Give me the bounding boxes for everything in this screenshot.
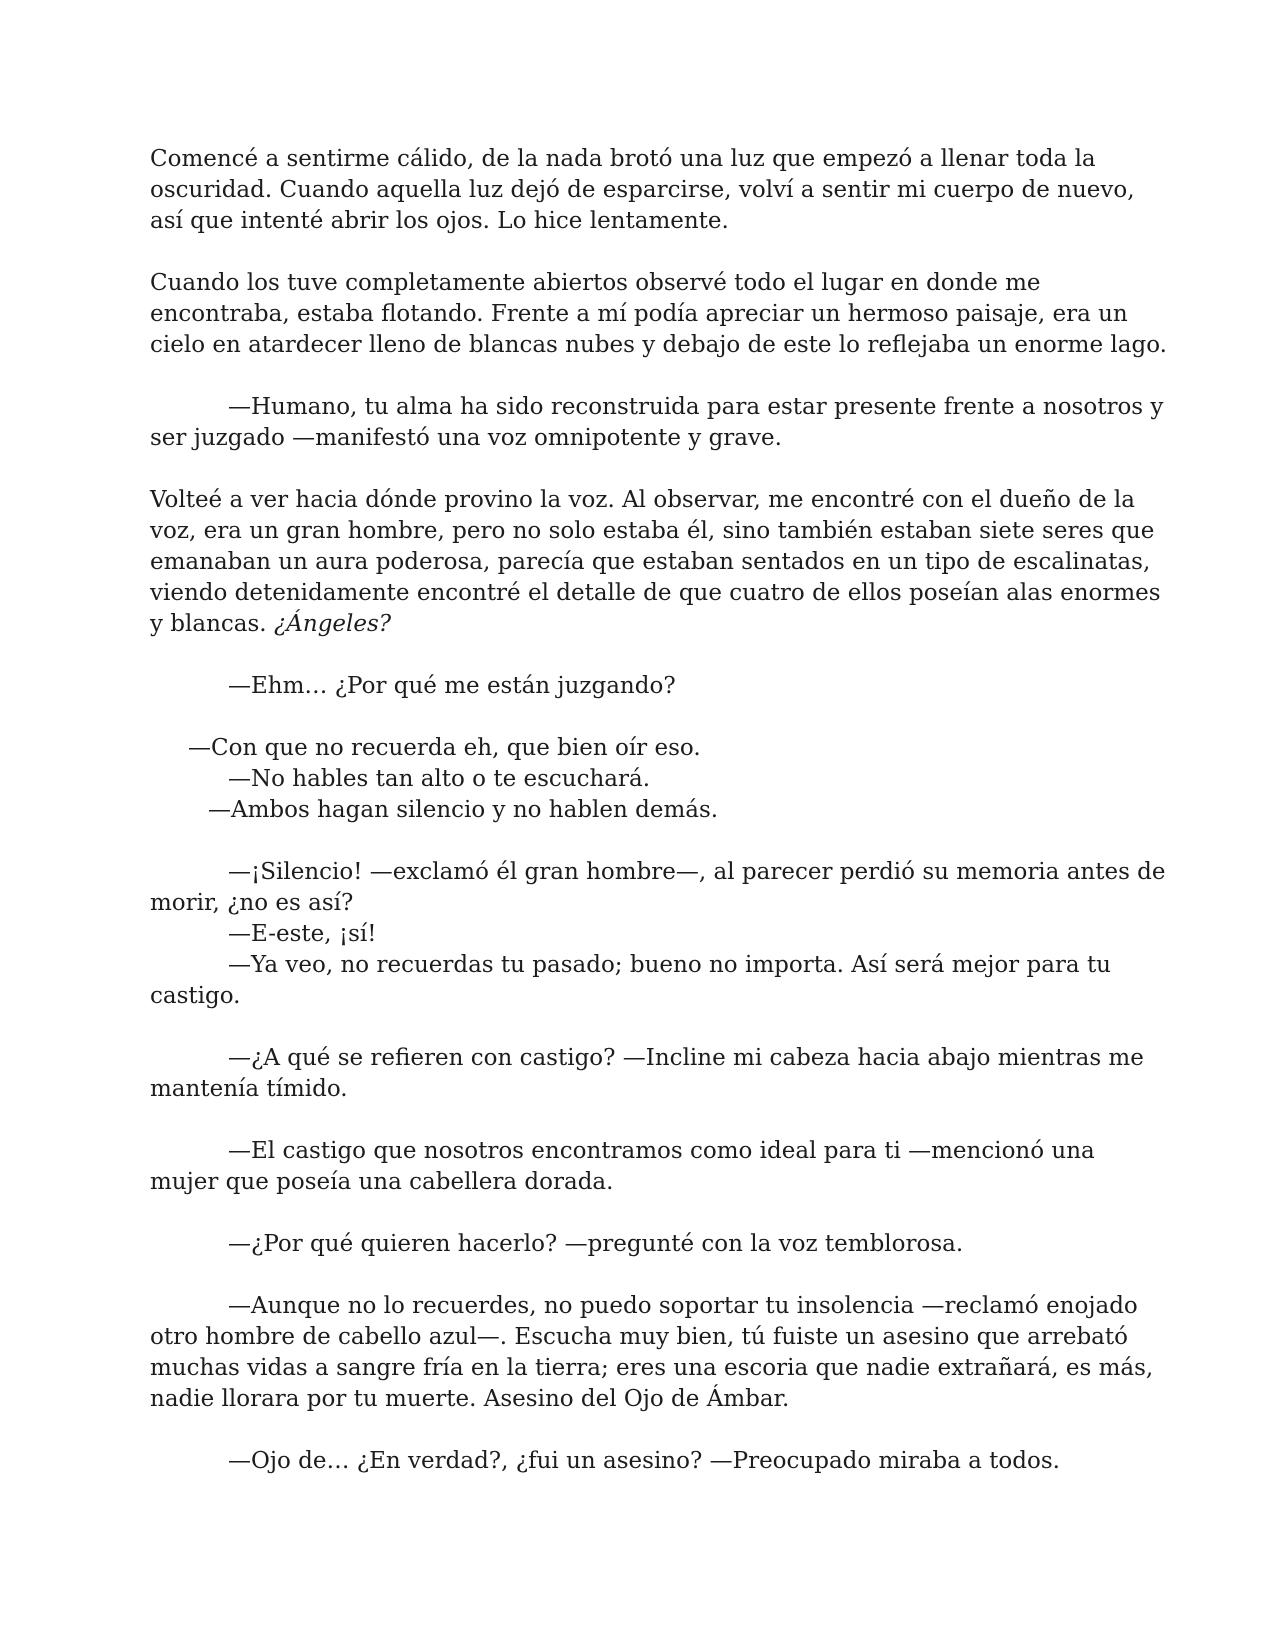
text-line xyxy=(150,609,1125,640)
italic-text: ¿Ángeles? xyxy=(273,611,392,637)
text-line: mujer que poseía una cabellera dorada. xyxy=(150,1169,614,1195)
paragraph-2 xyxy=(150,268,1167,361)
text-line: —El castigo que nosotros encontramos como ideal para ti —mencionó una xyxy=(228,1138,1095,1164)
dialogue-paragraph xyxy=(150,795,1125,826)
text-line: —¡Silencio! —exclamó él gran hombre—, al parecer perdió su memoria antes de xyxy=(228,859,1166,885)
dialogue-paragraph xyxy=(150,1291,1154,1415)
text-line: Comencé a sentirme cálido, de la nada brotó una luz que empezó a llenar toda la xyxy=(150,146,1096,172)
text-line: encontraba, estaba flotando. Frente a mí podía apreciar un hermoso paisaje, era un xyxy=(150,301,1128,327)
text-line: voz, era un gran hombre, pero no solo estaba él, sino también estaban siete seres que xyxy=(150,518,1155,544)
dialogue-paragraph xyxy=(150,392,1164,454)
text-span: y blancas. xyxy=(150,611,274,637)
text-line: emanaban un aura poderosa, parecía que estaban sentados en un tipo de escalinatas, xyxy=(150,549,1151,575)
dialogue-paragraph xyxy=(150,733,1125,764)
text-line: —Ya veo, no recuerdas tu pasado; bueno no importa. Así será mejor para tu xyxy=(228,952,1111,978)
text-line: —Ojo de… ¿En verdad?, ¿fui un asesino? —Preocupado miraba a todos. xyxy=(228,1448,1060,1474)
text-line: —¿Por qué quieren hacerlo? —pregunté con la voz temblorosa. xyxy=(228,1231,964,1257)
paragraph-4 xyxy=(150,485,1161,640)
text-line: nadie llorara por tu muerte. Asesino del Ojo de Ámbar. xyxy=(150,1386,790,1412)
text-line: —Con que no recuerda eh, que bien oír eso. xyxy=(188,735,701,761)
dialogue-paragraph xyxy=(150,919,1125,950)
text-line: —Aunque no lo recuerdes, no puedo soportar tu insolencia —reclamó enojado xyxy=(228,1293,1138,1319)
text-line: otro hombre de cabello azul—. Escucha muy bien, tú fuiste un asesino que arrebató xyxy=(150,1324,1128,1350)
dialogue-paragraph xyxy=(150,857,1166,919)
document-body xyxy=(150,144,1167,1477)
text-line: —Humano, tu alma ha sido reconstruida para estar presente frente a nosotros y xyxy=(228,394,1164,420)
text-line: cielo en atardecer lleno de blancas nubes y debajo de este lo reflejaba un enorme lago. xyxy=(150,332,1167,358)
text-line: ser juzgado —manifestó una voz omnipotente y grave. xyxy=(150,425,782,451)
text-line: así que intenté abrir los ojos. Lo hice lentamente. xyxy=(150,208,729,234)
dialogue-paragraph xyxy=(150,950,1125,1012)
text-line: —E-este, ¡sí! xyxy=(228,921,377,947)
text-line: muchas vidas a sangre fría en la tierra; eres una escoria que nadie extrañará, es más, xyxy=(150,1355,1154,1381)
dialogue-paragraph xyxy=(150,1043,1144,1105)
paragraph-1 xyxy=(150,144,1135,237)
dialogue-paragraph xyxy=(150,1446,1125,1477)
dialogue-paragraph xyxy=(150,1229,1125,1260)
dialogue-paragraph xyxy=(150,764,1125,795)
dialogue-paragraph xyxy=(150,1136,1125,1198)
text-line: Cuando los tuve completamente abiertos observé todo el lugar en donde me xyxy=(150,270,1041,296)
text-line: —No hables tan alto o te escuchará. xyxy=(228,766,651,792)
text-line: oscuridad. Cuando aquella luz dejó de esparcirse, volví a sentir mi cuerpo de nuevo, xyxy=(150,177,1135,203)
text-line: morir, ¿no es así? xyxy=(150,890,354,916)
text-line: Volteé a ver hacia dónde provino la voz. Al observar, me encontré con el dueño de la xyxy=(150,487,1135,513)
text-line: mantenía tímido. xyxy=(150,1076,348,1102)
text-line: —Ehm… ¿Por qué me están juzgando? xyxy=(228,673,676,699)
text-line: viendo detenidamente encontré el detalle de que cuatro de ellos poseían alas enormes xyxy=(150,580,1161,606)
text-line: castigo. xyxy=(150,983,241,1009)
dialogue-paragraph xyxy=(150,671,1125,702)
text-line: —¿A qué se refieren con castigo? —Incline mi cabeza hacia abajo mientras me xyxy=(228,1045,1144,1071)
text-line: —Ambos hagan silencio y no hablen demás. xyxy=(208,797,719,823)
